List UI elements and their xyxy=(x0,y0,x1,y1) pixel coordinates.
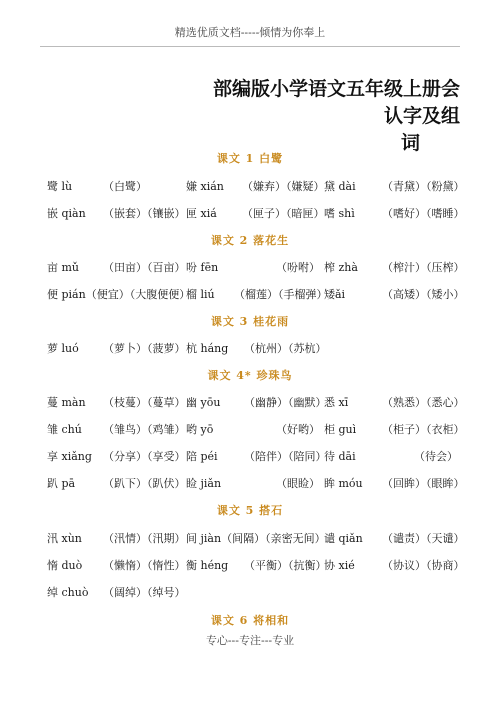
entry-words: （懒惰）（惰性） xyxy=(103,559,186,572)
title-line-2: 认字及组 xyxy=(383,105,460,127)
entry-char: 衡 héng xyxy=(186,559,229,572)
entry-words: （榨汁）（压榨） xyxy=(382,261,465,274)
entry-char: 眸 móu xyxy=(324,477,363,490)
entry-char: 趴 pā xyxy=(47,477,76,490)
entry-char: 杭 háng xyxy=(186,342,229,355)
lesson-heading: 课文 6 将相和 xyxy=(210,614,290,627)
entry-char: 汛 xùn xyxy=(47,532,82,545)
entry-words: （田亩）（百亩） xyxy=(103,261,186,274)
entry-char: 嫌 xián xyxy=(186,180,224,193)
entry-words: （幽静）（幽默） xyxy=(244,396,327,409)
entry-words: （杭州）（苏杭） xyxy=(244,342,327,355)
entry-words: （回眸）（眼眸） xyxy=(382,477,465,490)
lesson-heading: 课文 3 桂花雨 xyxy=(210,315,290,328)
entry-words: （平衡）（抗衡） xyxy=(244,559,327,572)
entry-words: （熟悉）（悉心） xyxy=(382,396,465,409)
entry-char: 睑 jiǎn xyxy=(186,477,222,490)
entry-words: （陪伴）（陪同） xyxy=(244,450,327,463)
entry-char: 哟 yō xyxy=(186,423,214,436)
entry-words: （阔绰）（绰号） xyxy=(103,586,186,599)
entry-char: 便 pián（便宜）（大腹便便） xyxy=(47,288,191,301)
entry-char: 嗜 shì xyxy=(324,207,355,220)
entry-char: 悉 xī xyxy=(324,396,349,409)
entry-words: （嵌套）（镶嵌） xyxy=(103,207,186,220)
entry-char: 惰 duò xyxy=(47,559,83,572)
entry-char: 待 dāi xyxy=(324,450,356,463)
lesson-heading: 课文 1 白鹭 xyxy=(216,152,284,165)
page-header: 精选优质文档-----倾情为你奉上 xyxy=(174,26,326,39)
entry-words: （吩咐） xyxy=(276,261,320,274)
entry-char: 榨 zhà xyxy=(324,261,358,274)
entry-words: （青黛）（粉黛） xyxy=(382,180,465,193)
lesson-heading: 课文 5 搭石 xyxy=(216,504,284,517)
entry-char: 黛 dài xyxy=(324,180,356,193)
title-line-1: 部编版小学语文五年级上册会 xyxy=(212,78,460,100)
entry-words: （雏鸟）（鸡雏） xyxy=(103,423,186,436)
entry-char: 嵌 qiàn xyxy=(47,207,86,220)
entry-char: 享 xiǎng xyxy=(47,450,92,463)
entry-char: 谴 qiǎn xyxy=(324,532,363,545)
entry-words: （分享）（享受） xyxy=(103,450,186,463)
lesson-heading: 课文 2 落花生 xyxy=(210,234,290,247)
entry-char: 亩 mǔ xyxy=(47,261,80,274)
entry-words: （嗜好）（嗜睡） xyxy=(382,207,465,220)
entry-words: （榴莲）（手榴弹） xyxy=(234,288,328,301)
title-line-3: 词 xyxy=(400,132,420,154)
entry-char: 匣 xiá xyxy=(186,207,217,220)
entry-words: （嫌弃）（嫌疑） xyxy=(242,180,325,193)
entry-words: （协议）（协商） xyxy=(382,559,465,572)
entry-words: （好哟） xyxy=(276,423,320,436)
entry-char: 协 xié xyxy=(324,559,355,572)
entry-words: （白鹭） xyxy=(103,180,147,193)
entry-char: 蔓 màn xyxy=(47,396,86,409)
entry-words: （萝卜）（菠萝） xyxy=(103,342,186,355)
entry-char: 榴 liú xyxy=(186,288,215,301)
document-title xyxy=(200,76,460,157)
entry-char: 陪 péi xyxy=(186,450,218,463)
entry-words: （匣子）（暗匣） xyxy=(242,207,325,220)
entry-char: 绰 chuò xyxy=(47,586,89,599)
entry-char: 吩 fēn xyxy=(186,261,219,274)
entry-words: （汛情）（汛期） xyxy=(103,532,186,545)
entry-words: （高矮）（矮小） xyxy=(382,288,465,301)
entry-words: （趴下）（趴伏） xyxy=(103,477,186,490)
entry-char: 鹭 lù xyxy=(47,180,73,193)
entry-char: 间 jiàn（间隔）（亲密无间） xyxy=(186,532,326,545)
header-divider xyxy=(40,46,460,47)
entry-words: （待会） xyxy=(414,450,458,463)
lesson-heading: 课文 4* 珍珠鸟 xyxy=(207,369,293,382)
entry-char: 柜 guì xyxy=(324,423,357,436)
entry-words: （眼睑） xyxy=(276,477,320,490)
entry-char: 萝 luó xyxy=(47,342,79,355)
entry-words: （柜子）（衣柜） xyxy=(382,423,465,436)
page-footer: 专心---专注---专业 xyxy=(205,634,295,647)
entry-words: （谴责）（天谴） xyxy=(382,532,465,545)
entry-words: （枝蔓）（蔓草） xyxy=(103,396,186,409)
entry-char: 幽 yōu xyxy=(186,396,221,409)
entry-char: 矮ǎi xyxy=(324,288,346,301)
entry-char: 雏 chú xyxy=(47,423,82,436)
